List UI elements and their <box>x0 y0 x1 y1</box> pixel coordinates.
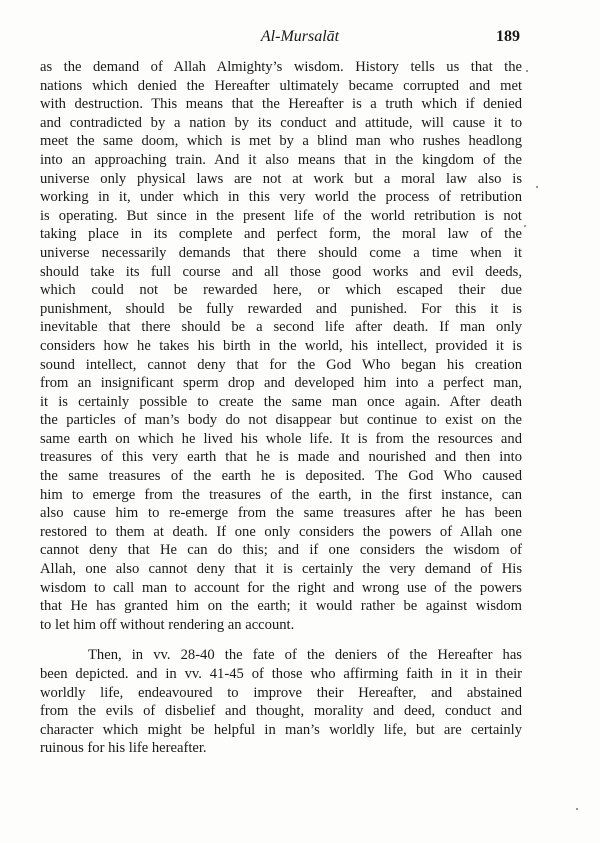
text-line: meet the same doom, which is met by a blind man who rushes headlong <box>40 133 522 150</box>
text-line: from the evils of disbelief and thought, morality and deed, conduct and <box>40 703 522 720</box>
text-line: that He has granted him on the earth; it would rather be against wisdom <box>40 598 522 615</box>
text-line: taking place in its complete and perfect form, the moral law of the <box>40 226 522 243</box>
text-line: restored to them at death. If one only considers the powers of Allah one <box>40 523 522 540</box>
text-line: and contradicted by a nation by its conduct and attitude, will cause it to <box>40 114 522 131</box>
text-line: from an insignificant sperm drop and developed him into a perfect man, <box>40 375 522 392</box>
scan-speck <box>524 225 526 227</box>
text-line: working in it, under which in this very world the process of retribution <box>40 189 522 206</box>
text-line: with destruction. This means that the Hereafter is a truth which if denied <box>40 96 522 113</box>
scan-speck <box>536 186 538 188</box>
text-line: character which might be helpful in man’s worldly life, but are certainly <box>40 721 522 738</box>
scan-speck <box>576 808 578 810</box>
text-line: also cause him to re-emerge from the same treasures after he has been <box>40 505 522 522</box>
text-line: it is certainly possible to create the same man once again. After death <box>40 393 522 410</box>
page-number: 189 <box>496 28 520 45</box>
text-line: considers how he takes his birth in the world, his intellect, provided it is <box>40 337 522 354</box>
text-line: punishment, should be fully rewarded and punished. For this it is <box>40 300 522 317</box>
running-title: Al-Mursalāt <box>260 28 340 45</box>
scan-speck <box>526 70 528 72</box>
text-line: to let him off without rendering an account. <box>40 616 295 633</box>
paragraph <box>40 58 522 634</box>
text-line: him to emerge from the treasures of the earth, in the first instance, can <box>40 486 522 503</box>
body-text <box>40 58 522 758</box>
text-line: same earth on which he lived his whole life. It is from the resources and <box>40 430 522 447</box>
text-line: nations which denied the Hereafter ultimately became corrupted and met <box>40 77 522 94</box>
text-line: inevitable that there should be a second life after death. If man only <box>40 319 522 336</box>
paragraph <box>40 646 522 758</box>
text-line: sound intellect, cannot deny that for the God Who began his creation <box>40 356 522 373</box>
text-line: wisdom to call man to account for the right and wrong use of the powers <box>40 579 522 596</box>
text-line: into an approaching train. And it also means that in the kingdom of the <box>40 151 522 168</box>
text-line: Then, in vv. 28-40 the fate of the deniers of the Hereafter has <box>88 647 522 664</box>
text-line: worldly life, endeavoured to improve their Hereafter, and abstained <box>40 684 522 701</box>
text-line: the same treasures of the earth he is deposited. The God Who caused <box>40 468 522 485</box>
text-line: as the demand of Allah Almighty’s wisdom. History tells us that the <box>40 59 522 75</box>
text-line: which could not be rewarded here, or which escaped their due <box>40 282 522 299</box>
text-line: universe necessarily demands that there should come a time when it <box>40 244 522 261</box>
text-line: the particles of man’s body do not disappear but continue to exist on the <box>40 412 522 429</box>
text-line: ruinous for his life hereafter. <box>40 740 207 757</box>
text-line: universe only physical laws are not at work but a moral law also is <box>40 170 522 187</box>
text-line: been depicted. and in vv. 41-45 of those who affirming faith in it in their <box>40 666 522 682</box>
text-line: Allah, one also cannot deny that it is certainly the very demand of His <box>40 561 522 578</box>
text-line: should take its full course and all those good works and evil deeds, <box>40 263 522 280</box>
page-header <box>0 28 600 52</box>
text-line: treasures of this very earth that he is made and nourished and then into <box>40 449 522 466</box>
text-line: cannot deny that He can do this; and if one considers the wisdom of <box>40 542 522 559</box>
text-line: is operating. But since in the present life of the world retribution is not <box>40 207 522 224</box>
